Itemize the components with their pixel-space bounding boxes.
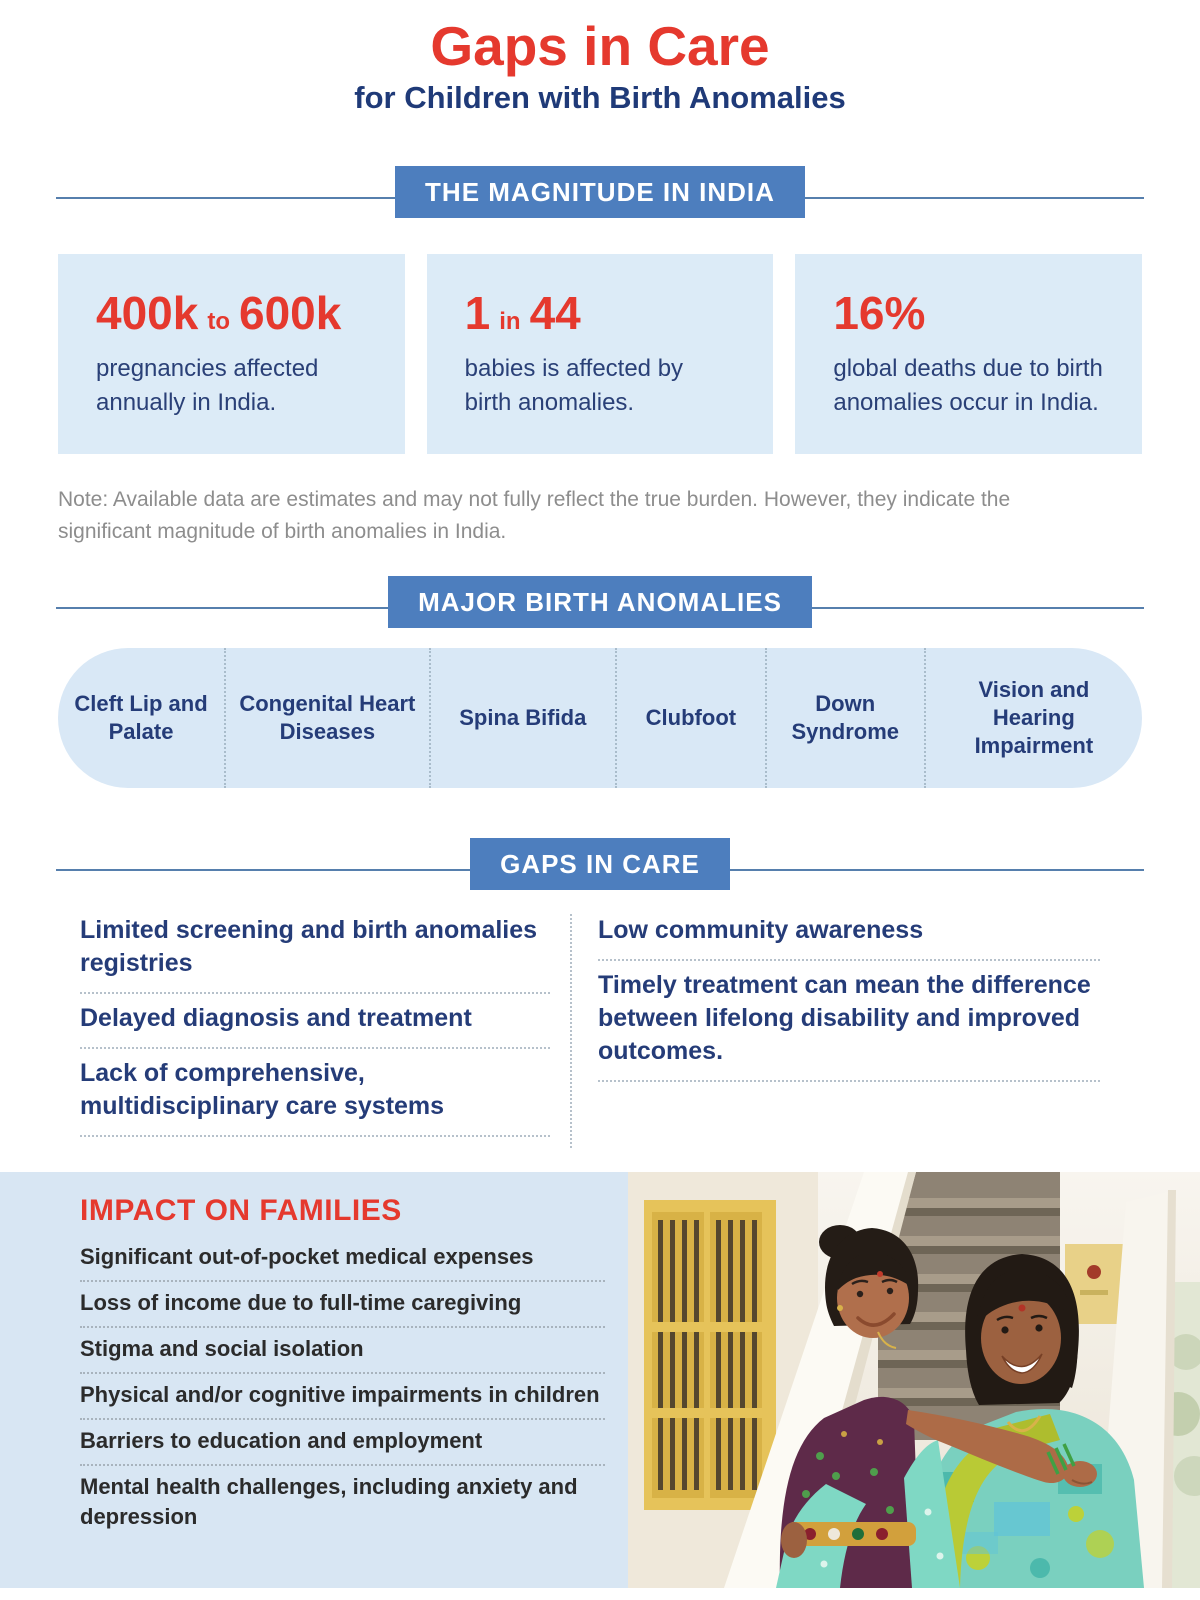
impact-heading: IMPACT ON FAMILIES — [80, 1194, 402, 1227]
gaps-right-column — [570, 914, 1100, 1148]
anomaly-item: Cleft Lip and Palate — [74, 691, 208, 744]
stats-row — [58, 254, 1142, 454]
impact-item: Stigma and social isolation — [80, 1328, 605, 1374]
anomaly-item: Down Syndrome — [765, 648, 924, 788]
anomaly-item: Congenital Heart Diseases — [224, 648, 429, 788]
section-header-anomalies — [0, 576, 1200, 628]
family-photo-illustration — [628, 1172, 1200, 1588]
section-heading-magnitude: THE MAGNITUDE IN INDIA — [395, 166, 805, 218]
gaps-left-column — [80, 914, 550, 1148]
anomaly-item: Spina Bifida — [429, 648, 615, 788]
stat-number: 600k — [239, 287, 342, 339]
stat-number: 1 — [464, 287, 491, 339]
section-header-magnitude — [0, 166, 1200, 218]
impact-item: Physical and/or cognitive impairments in children — [80, 1374, 605, 1420]
stat-number: 44 — [529, 287, 581, 339]
impact-item: Barriers to education and employment — [80, 1420, 605, 1466]
page-title: Gaps in Care — [430, 15, 770, 77]
note-text: Note: Available data are estimates and may not fully reflect the true burden. However, they indicate the significant magnitude of birth anomalies in India. — [58, 488, 1011, 543]
anomaly-item: Vision and Hearing Impairment — [924, 648, 1142, 788]
impact-section — [0, 1172, 1200, 1588]
stat-value — [96, 288, 367, 338]
section-heading-anomalies: MAJOR BIRTH ANOMALIES — [388, 576, 812, 628]
impact-item: Significant out-of-pocket medical expenses — [80, 1236, 605, 1282]
section-header-gaps — [0, 838, 1200, 890]
gap-item: Lack of comprehensive, multidisciplinary care systems — [80, 1049, 550, 1137]
photo-window — [644, 1200, 776, 1510]
stat-description: global deaths due to birth anomalies occur in India. — [833, 355, 1103, 416]
stat-card-pregnancies — [58, 254, 405, 454]
impact-item: Mental health challenges, including anxiety and depression — [80, 1474, 578, 1529]
anomaly-item: Clubfoot — [615, 648, 765, 788]
stat-description: pregnancies affected annually in India. — [96, 355, 319, 416]
page-subtitle: for Children with Birth Anomalies — [354, 80, 846, 115]
impact-list — [80, 1236, 605, 1540]
stat-connector: in — [499, 308, 521, 335]
gap-item: Low community awareness — [598, 914, 1100, 961]
stat-number: 16% — [833, 287, 926, 339]
section-heading-gaps: GAPS IN CARE — [470, 838, 730, 890]
gap-item: Timely treatment can mean the difference between lifelong disability and improved outcomes. — [598, 961, 1100, 1082]
stat-value — [833, 288, 1104, 338]
impact-item: Loss of income due to full-time caregiving — [80, 1282, 605, 1328]
gaps-columns — [80, 914, 1200, 1148]
mother-daughter-photo — [628, 1172, 1200, 1588]
stat-card-global-deaths — [795, 254, 1142, 454]
anomalies-pill — [58, 648, 1142, 788]
stat-connector: to — [207, 308, 230, 335]
stat-description: babies is affected by birth anomalies. — [464, 355, 684, 416]
gap-item: Limited screening and birth anomalies registries — [80, 914, 550, 994]
stat-number: 400k — [96, 287, 199, 339]
stat-card-babies — [427, 254, 774, 454]
stat-value — [465, 288, 736, 338]
gap-item: Delayed diagnosis and treatment — [80, 994, 550, 1049]
